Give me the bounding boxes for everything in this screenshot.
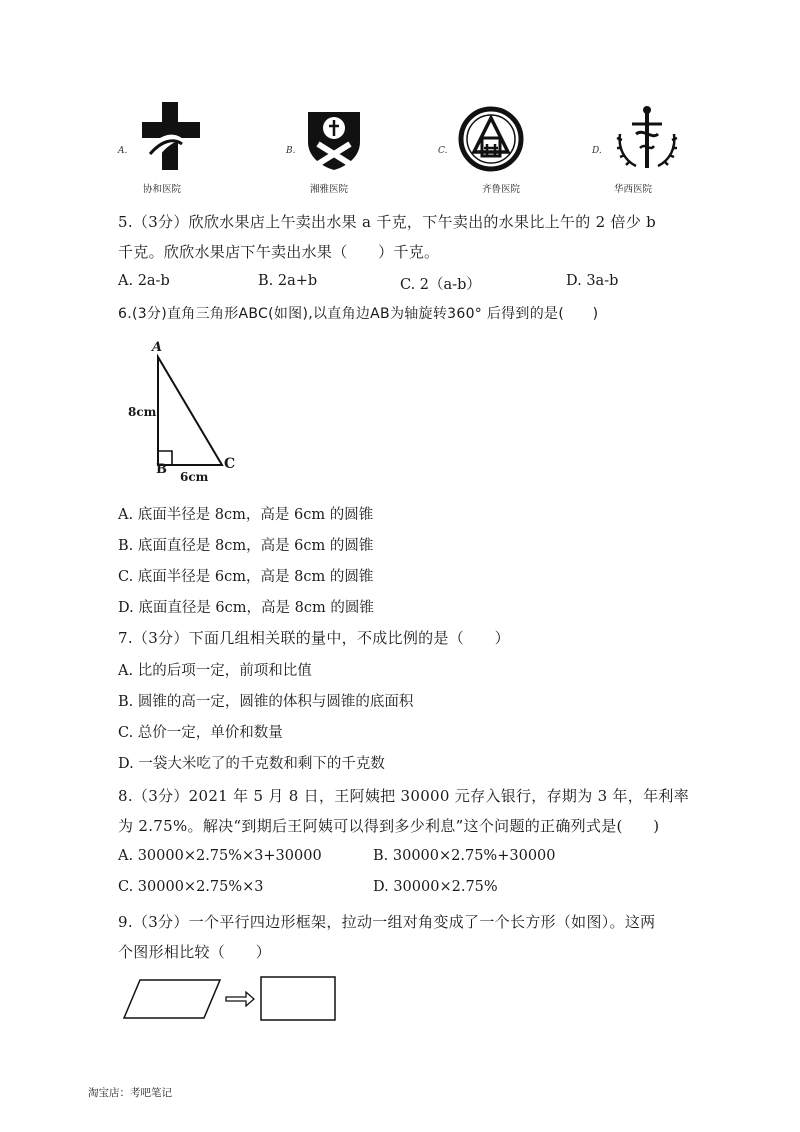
logo-letter-a: A.	[118, 146, 128, 156]
q9-stem-line2: 个图形相比较（ ）	[118, 943, 272, 961]
triangle-vertex-c: C	[224, 456, 236, 472]
q8-option-a: A. 30000×2.75%×3+30000	[118, 848, 322, 864]
q8-option-d: D. 30000×2.75%	[373, 879, 498, 895]
q6-option-c: C. 底面半径是 6cm，高是 8cm 的圆锥	[118, 569, 374, 585]
huaxi-hospital-logo	[610, 104, 684, 174]
q5-option-d: D. 3a-b	[566, 273, 619, 289]
q7-option-a: A. 比的后项一定，前项和比值	[118, 663, 312, 679]
logo-option-b	[286, 100, 406, 195]
q5-option-c: C. 2（a-b）	[400, 277, 481, 293]
q5-stem-line1: 5.（3分）欣欣水果店上午卖出水果 a 千克，下午卖出的水果比上午的 2 倍少 b	[118, 213, 657, 231]
triangle-label-bc: 6cm	[180, 470, 209, 484]
triangle-vertex-a: A	[152, 340, 163, 355]
xiehe-hospital-logo	[136, 100, 208, 172]
logo-caption-d: 华西医院	[614, 184, 653, 195]
q6-option-b: B. 底面直径是 8cm，高是 6cm 的圆锥	[118, 538, 374, 554]
qilu-hospital-logo	[458, 106, 524, 172]
xiangya-hospital-logo	[302, 104, 366, 172]
q8-option-b: B. 30000×2.75%+30000	[373, 848, 556, 864]
logo-option-a	[118, 100, 238, 195]
q8-stem-line1: 8.（3分）2021 年 5 月 8 日，王阿姨把 30000 元存入银行，存期为 3 年，年利率	[118, 787, 689, 805]
logo-letter-b: B.	[286, 146, 296, 156]
q7-option-b: B. 圆锥的高一定，圆锥的体积与圆锥的底面积	[118, 694, 414, 710]
triangle-vertex-b: B	[156, 462, 167, 477]
logo-option-d	[592, 100, 712, 195]
triangle-label-ab: 8cm	[128, 405, 157, 419]
q9-stem-line1: 9.（3分）一个平行四边形框架，拉动一组对角变成了一个长方形（如图）。这两	[118, 913, 656, 931]
q7-stem: 7.（3分）下面几组相关联的量中，不成比例的是（ ）	[118, 629, 510, 647]
logo-caption-c: 齐鲁医院	[482, 184, 521, 195]
q5-stem-line2: 千克。欣欣水果店下午卖出水果（ ）千克。	[118, 243, 440, 261]
q7-option-d: D. 一袋大米吃了的千克数和剩下的千克数	[118, 756, 385, 772]
logo-letter-d: D.	[592, 146, 602, 156]
parallelogram-to-rectangle-figure	[120, 970, 350, 1030]
logo-caption-b: 湘雅医院	[310, 184, 349, 195]
q8-option-c: C. 30000×2.75%×3	[118, 879, 264, 895]
q5-option-a: A. 2a-b	[118, 273, 170, 289]
logo-option-c	[438, 100, 558, 195]
q6-option-a: A. 底面半径是 8cm，高是 6cm 的圆锥	[118, 507, 374, 523]
q6-stem: 6.(3分)直角三角形ABC(如图),以直角边AB为轴旋转360° 后得到的是( )	[118, 306, 599, 322]
footer-shop-label: 淘宝店：考吧笔记	[88, 1087, 172, 1099]
logo-letter-c: C.	[438, 146, 448, 156]
logo-caption-a: 协和医院	[143, 184, 182, 195]
q6-option-d: D. 底面直径是 6cm，高是 8cm 的圆锥	[118, 600, 374, 616]
q5-option-b: B. 2a+b	[258, 273, 318, 289]
q7-option-c: C. 总价一定，单价和数量	[118, 725, 283, 741]
q8-stem-line2: 为 2.75%。解决“到期后王阿姨可以得到多少利息”这个问题的正确列式是( )	[118, 817, 660, 835]
